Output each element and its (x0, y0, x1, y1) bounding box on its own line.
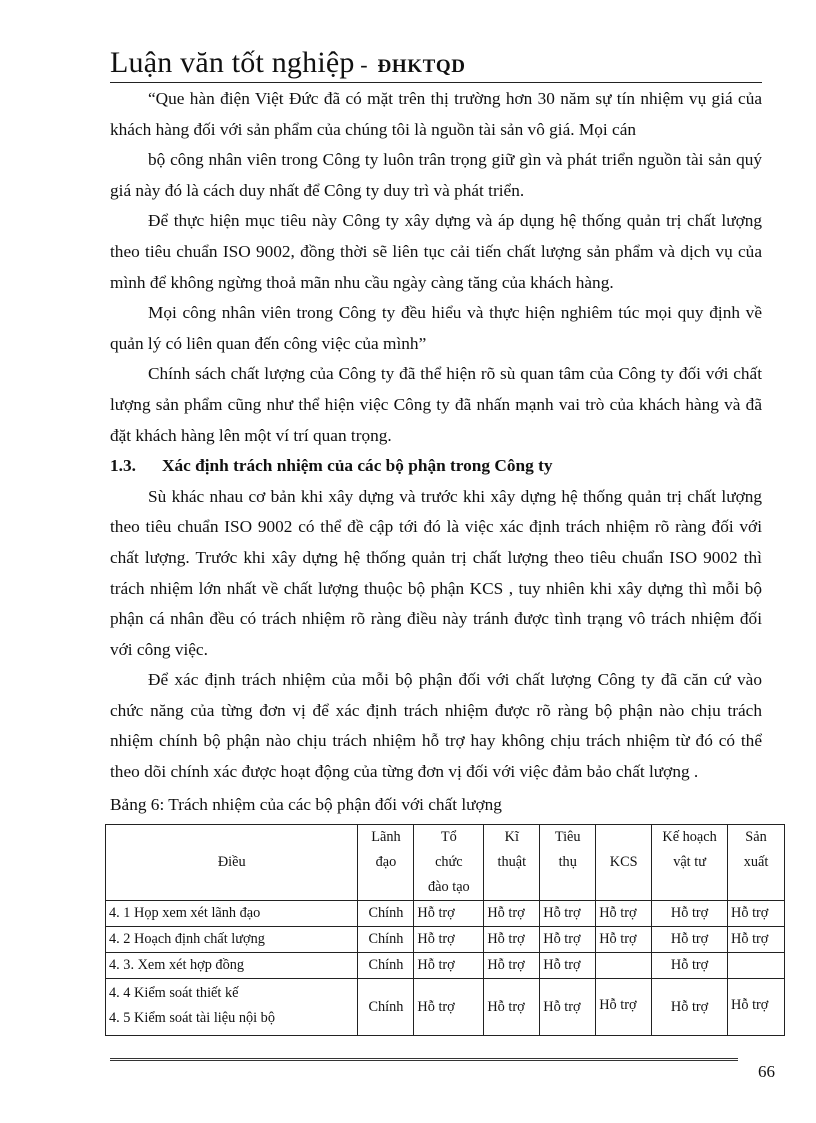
header-ki-thuat-line2: thuật (497, 854, 527, 870)
table-row (106, 901, 785, 927)
cell-to-chuc: Hỗ trợ (414, 979, 484, 1036)
header-ke-hoach (652, 825, 728, 901)
header-lanh-dao (358, 825, 414, 901)
header-tieu-thu-line2: thụ (558, 854, 577, 870)
cell-ke-hoach: Hỗ trợ (652, 953, 728, 979)
table-caption: Bảng 6: Trách nhiệm của các bộ phận đối với chất lượng (110, 794, 502, 814)
paragraph-3: Mọi công nhân viên trong Công ty đều hiểu và thực hiện nghiêm túc mọi quy định về quản lý có liên quan đến công việc của mình” (110, 303, 762, 353)
header-to-chuc-line1: Tổ (440, 829, 457, 845)
header-separator: - (354, 52, 374, 77)
header-ki-thuat (484, 825, 540, 901)
row-dieu-line1: 4. 4 Kiểm soát thiết kế (109, 985, 239, 1001)
header-lanh-dao-line2: đạo (375, 854, 397, 870)
cell-kcs: Hỗ trợ (596, 979, 652, 1036)
paragraph-2: Để thực hiện mục tiêu này Công ty xây dựng và áp dụng hệ thống quản trị chất lượng theo tiêu chuẩn ISO 9002, đồng thời sẽ liên tục cải tiến chất lượng sản phẩm và dịch vụ của mình để không ngừng thoả mãn nhu cầu ngày càng tăng của khách hàng. (110, 211, 762, 292)
cell-lanh-dao: Chính (358, 901, 414, 927)
header-to-chuc-line3: đào tạo (428, 879, 470, 895)
page-header (110, 44, 762, 83)
paragraph-5: Sù khác nhau cơ bản khi xây dựng và trước khi xây dựng hệ thống quản trị chất lượng theo tiêu chuẩn ISO 9002 có thể đề cập tới đó là việc xác định trách nhiệm rõ ràng đối với chất lượng. Trước khi xây dựng hệ thống quản trị chất lượng theo tiêu chuẩn ISO 9002 thì trách nhiệm lớn nhất về chất lượng thuộc bộ phận KCS , tuy nhiên khi xây dựng thì mỗi bộ phận cá nhân đều có trách nhiệm rõ ràng điều này tránh được tình trạng vô trách nhiệm đối với công việc. (110, 486, 762, 659)
cell-tieu-thu: Hỗ trợ (540, 901, 596, 927)
header-san-xuat-line2: xuất (743, 854, 769, 870)
header-title (110, 44, 466, 86)
quote-paragraph-1: “Que hàn điện Việt Đức đã có mặt trên thị trường hơn 30 năm sự tín nhiệm vụ giá của khách hàng đối với sản phẩm của chúng tôi là nguồn tài sản vô giá. Mọi cán (110, 89, 762, 139)
cell-tieu-thu: Hỗ trợ (540, 979, 596, 1036)
footer-rule (110, 1058, 738, 1064)
cell-ke-hoach: Hỗ trợ (652, 979, 728, 1036)
row-dieu: 4. 1 Họp xem xét lãnh đạo (106, 901, 358, 927)
page-number: 66 (758, 1062, 775, 1081)
table-row (106, 927, 785, 953)
cell-san-xuat: Hỗ trợ (728, 927, 785, 953)
cell-ke-hoach: Hỗ trợ (652, 901, 728, 927)
cell-san-xuat (728, 953, 785, 979)
header-kcs: KCS (596, 825, 652, 901)
header-tieu-thu (540, 825, 596, 901)
cell-to-chuc: Hỗ trợ (414, 901, 484, 927)
university-abbrev: ĐHKTQD (377, 56, 466, 77)
header-lanh-dao-line1: Lãnh (371, 829, 401, 845)
cell-to-chuc: Hỗ trợ (414, 927, 484, 953)
header-ke-hoach-line1: Kế hoạch (662, 829, 717, 845)
document-body (110, 84, 762, 820)
row-dieu: 4. 2 Hoạch định chất lượng (106, 927, 358, 953)
cell-kcs (596, 953, 652, 979)
cell-san-xuat: Hỗ trợ (728, 901, 785, 927)
table-header-row (106, 825, 785, 901)
row-dieu: 4. 3. Xem xét hợp đồng (106, 953, 358, 979)
section-title: Xác định trách nhiệm của các bộ phận trong Công ty (162, 456, 553, 476)
cell-to-chuc: Hỗ trợ (414, 953, 484, 979)
row-dieu-line2: 4. 5 Kiểm soát tài liệu nội bộ (109, 1010, 275, 1026)
responsibility-table (105, 824, 785, 1036)
cell-kcs: Hỗ trợ (596, 901, 652, 927)
header-ki-thuat-line1: Kĩ (504, 829, 519, 845)
row-dieu (106, 979, 358, 1036)
cell-kcs: Hỗ trợ (596, 927, 652, 953)
paragraph-4: Chính sách chất lượng của Công ty đã thể hiện rõ sù quan tâm của Công ty đối với chất lượng sản phẩm cũng như thể hiện việc Công ty đã nhấn mạnh vai trò của khách hàng và đã đặt khách hàng lên một ví trí quan trọng. (110, 364, 762, 445)
thesis-title: Luận văn tốt nghiệp (110, 46, 355, 79)
header-ke-hoach-line2: vật tư (673, 854, 706, 870)
cell-ki-thuat: Hỗ trợ (484, 927, 540, 953)
section-number: 1.3. (110, 456, 136, 476)
cell-lanh-dao: Chính (358, 927, 414, 953)
table-row (106, 979, 785, 1036)
cell-ki-thuat: Hỗ trợ (484, 979, 540, 1036)
header-tieu-thu-line1: Tiêu (554, 829, 581, 845)
table-row (106, 953, 785, 979)
cell-ki-thuat: Hỗ trợ (484, 901, 540, 927)
cell-ke-hoach: Hỗ trợ (652, 927, 728, 953)
cell-ki-thuat: Hỗ trợ (484, 953, 540, 979)
cell-lanh-dao: Chính (358, 979, 414, 1036)
paragraph-6: Để xác định trách nhiệm của mỗi bộ phận đối với chất lượng Công ty đã căn cứ vào chức năng của từng đơn vị để xác định trách nhiệm được rõ ràng bộ phận nào chịu trách nhiệm chính bộ phận nào chịu trách nhiệm hỗ trợ hay không chịu trách nhiệm từ đó có thể theo dõi chính xác được hoạt động của từng đơn vị đối với việc đảm bảo chất lượng . (110, 670, 762, 782)
section-heading (110, 451, 762, 482)
cell-lanh-dao: Chính (358, 953, 414, 979)
header-dieu: Điều (106, 825, 358, 901)
header-to-chuc-line2: chức (435, 854, 463, 870)
quote-paragraph-1-cont: bộ công nhân viên trong Công ty luôn trân trọng giữ gìn và phát triển nguồn tài sản quý giá này đó là cách duy nhất để Công ty duy trì và phát triển. (110, 150, 762, 200)
cell-tieu-thu: Hỗ trợ (540, 953, 596, 979)
header-to-chuc (414, 825, 484, 901)
header-san-xuat (728, 825, 785, 901)
cell-san-xuat: Hỗ trợ (728, 979, 785, 1036)
cell-tieu-thu: Hỗ trợ (540, 927, 596, 953)
header-san-xuat-line1: Sản (745, 829, 767, 845)
